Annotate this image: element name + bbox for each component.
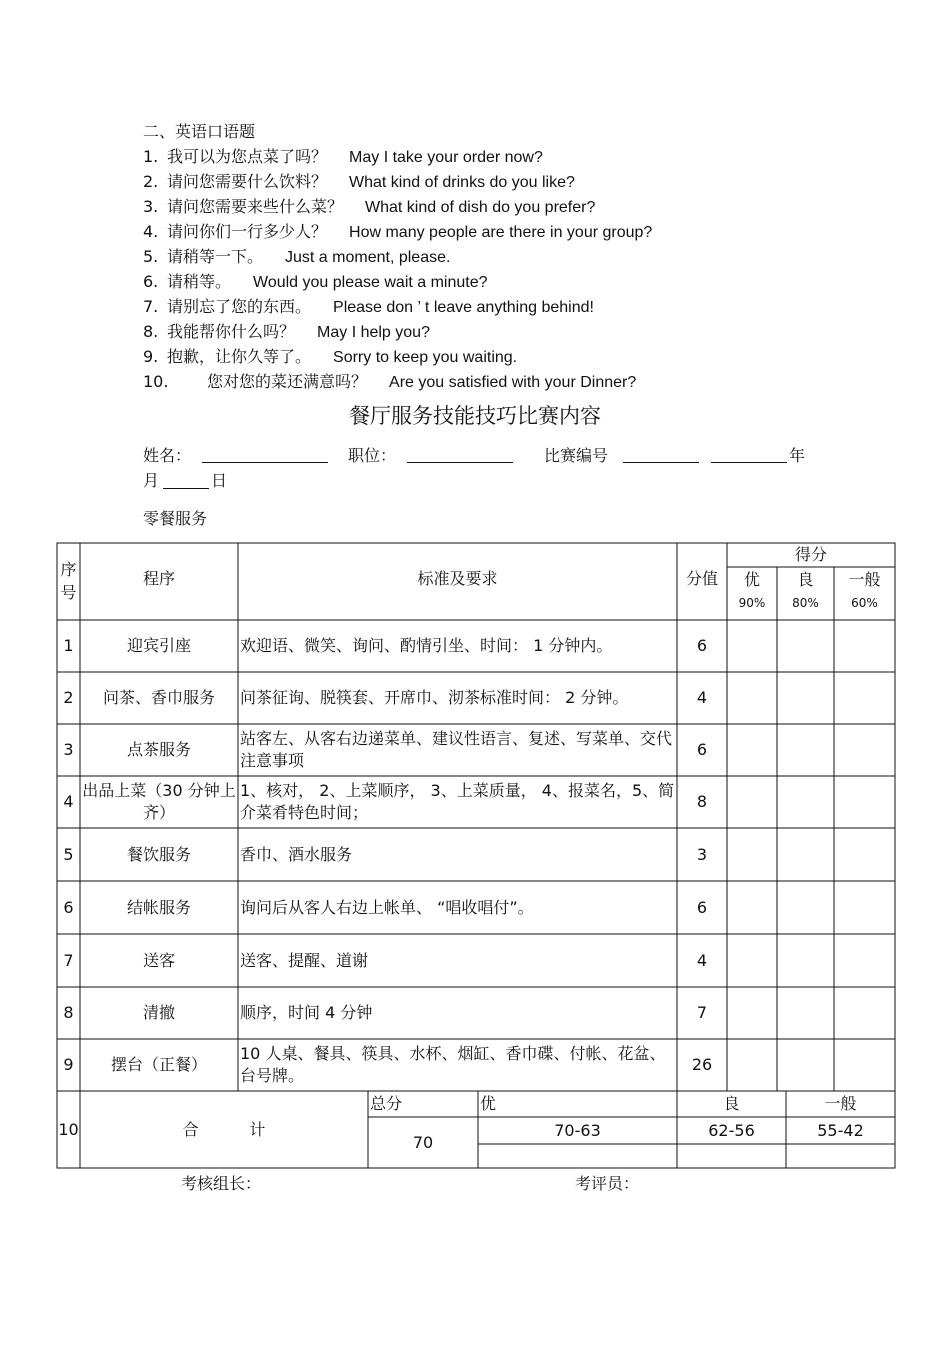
- row-7-standard: 送客、提醒、道谢: [240, 950, 369, 970]
- total-score-value: 70: [412, 1132, 434, 1152]
- phrase-chinese: 请问你们一行多少人？: [167, 222, 328, 241]
- row-2-seq: 2: [63, 688, 74, 708]
- row-8-points: 7: [696, 1003, 708, 1023]
- row-7-seq: 7: [63, 950, 74, 970]
- row-2-points: 4: [696, 688, 708, 708]
- row-7-points: 4: [696, 950, 708, 970]
- page-title: 餐厅服务技能技巧比赛内容: [349, 404, 601, 428]
- phrase-chinese: 我能帮你什么吗？: [167, 322, 296, 341]
- row-4-points: 8: [696, 792, 708, 812]
- total-average-range: 55-42: [817, 1120, 864, 1140]
- row-7-procedure: 送客: [142, 950, 175, 970]
- phrase-item: [143, 144, 543, 167]
- row-1-seq: 1: [63, 636, 74, 656]
- phrase-english: Are you satisfied with your Dinner?: [389, 374, 637, 391]
- row-4-procedure: 出品上菜（30 分钟上齐）: [82, 781, 236, 822]
- row-8-standard: 顺序，时间 4 分钟: [240, 1003, 373, 1023]
- name-field[interactable]: [202, 462, 328, 463]
- phrase-item: [143, 219, 652, 242]
- total-excellent-range: 70-63: [554, 1120, 601, 1140]
- row-3-standard: 站客左、从客右边递菜单、建议性语言、复述、写菜单、交代注意事项: [240, 729, 673, 770]
- phrase-chinese: 请别忘了您的东西。: [167, 297, 312, 316]
- month-field[interactable]: [163, 488, 209, 489]
- row-6-standard: 询问后从客人右边上帐单、 “唱收唱付”。: [240, 897, 534, 917]
- phrase-number: 5.: [143, 247, 159, 266]
- position-label: 职位：: [348, 446, 397, 465]
- header-excellent: 优: [743, 570, 760, 590]
- row-9-seq: 9: [63, 1055, 74, 1075]
- total-good-range: 62-56: [708, 1120, 755, 1140]
- phrase-item: [143, 194, 595, 217]
- phrase-english: What kind of drinks do you like?: [349, 174, 575, 191]
- total-excellent-label: 优: [480, 1094, 497, 1114]
- row-3-seq: 3: [63, 740, 74, 760]
- phrase-english: Sorry to keep you waiting.: [333, 349, 518, 366]
- row-5-points: 3: [696, 844, 708, 864]
- row-6-procedure: 结帐服务: [126, 897, 191, 917]
- row-9-procedure: 摆台（正餐）: [110, 1055, 207, 1075]
- row-9-standard: 10 人桌、餐具、筷具、水杯、烟缸、香巾碟、付帐、花盆、台号牌。: [240, 1044, 666, 1085]
- phrase-item: [143, 344, 517, 367]
- row-5-seq: 5: [63, 844, 74, 864]
- phrase-chinese: 您对您的菜还满意吗？: [207, 372, 368, 391]
- phrase-number: 4.: [143, 222, 159, 241]
- row-8-procedure: 清撤: [142, 1003, 175, 1023]
- phrase-number: 3.: [143, 197, 159, 216]
- position-field[interactable]: [407, 462, 513, 463]
- header-average: 一般: [848, 570, 881, 590]
- name-label: 姓名：: [143, 446, 192, 465]
- phrase-chinese: 请问您需要什么饮料？: [167, 172, 328, 191]
- row-4-standard: 1、核对， 2、上菜顺序， 3、上菜质量， 4、报菜名，5、简介菜肴特色时间；: [240, 781, 675, 822]
- row-1-points: 6: [696, 636, 708, 656]
- header-standard: 标准及要求: [417, 569, 498, 589]
- phrase-english: May I help you?: [317, 324, 430, 341]
- row-4-seq: 4: [63, 792, 74, 812]
- phrase-item: [143, 294, 594, 317]
- phrase-number: 8.: [143, 322, 159, 341]
- row-6-seq: 6: [63, 897, 74, 917]
- phrase-chinese: 抱歉，让你久等了。: [167, 347, 312, 366]
- phrase-number: 1.: [143, 147, 159, 166]
- total-seq: 10: [58, 1119, 79, 1139]
- phrase-number: 6.: [143, 272, 159, 291]
- header-procedure: 程序: [142, 569, 175, 589]
- row-2-procedure: 问茶、香巾服务: [102, 688, 215, 708]
- row-1-standard: 欢迎语、微笑、询问、酌情引坐、时间： 1 分钟内。: [240, 636, 613, 656]
- row-9-points: 26: [691, 1055, 713, 1075]
- header-seq: 序号: [60, 560, 77, 602]
- phrase-chinese: 请问您需要来些什么菜？: [167, 197, 344, 216]
- phrase-number: 7.: [143, 297, 159, 316]
- phrase-english: What kind of dish do you prefer?: [365, 199, 596, 216]
- header-good: 良: [797, 570, 814, 590]
- phrase-item: [143, 369, 636, 392]
- phrase-chinese: 请稍等。: [167, 272, 232, 291]
- phrase-number: 2.: [143, 172, 159, 191]
- phrase-english: Just a moment, please.: [285, 249, 451, 266]
- section-heading: 二、英语口语题: [143, 122, 256, 141]
- row-8-seq: 8: [63, 1003, 74, 1023]
- phrase-english: Please don ’ t leave anything behind!: [333, 299, 594, 316]
- phrase-item: [143, 244, 450, 267]
- examiner-label: 考评员：: [575, 1174, 640, 1193]
- phrase-number: 10.: [143, 372, 169, 391]
- total-good-label: 良: [723, 1094, 740, 1114]
- phrase-item: [143, 269, 488, 292]
- row-2-standard: 问茶征询、脱筷套、开席巾、沏茶标准时间： 2 分钟。: [240, 688, 629, 708]
- month-label: 月: [143, 471, 160, 490]
- day-label: 日: [211, 471, 228, 490]
- phrase-item: [143, 319, 430, 342]
- row-5-procedure: 餐饮服务: [126, 844, 191, 864]
- row-5-standard: 香巾、酒水服务: [240, 844, 353, 864]
- header-average-pct: 60%: [851, 595, 878, 610]
- total-average-label: 一般: [824, 1094, 857, 1114]
- phrase-chinese: 我可以为您点菜了吗？: [167, 147, 328, 166]
- phrase-number: 9.: [143, 347, 159, 366]
- contest-no-label: 比赛编号: [544, 446, 609, 465]
- row-3-procedure: 点茶服务: [126, 740, 191, 760]
- year-label: 年: [789, 446, 806, 465]
- header-good-pct: 80%: [792, 595, 819, 610]
- row-3-points: 6: [696, 740, 708, 760]
- year-field[interactable]: [711, 462, 787, 463]
- phrase-chinese: 请稍等一下。: [167, 247, 264, 266]
- section-label: 零餐服务: [143, 509, 208, 528]
- leader-label: 考核组长：: [181, 1174, 262, 1193]
- phrase-english: How many people are there in your group?: [349, 224, 653, 241]
- phrase-item: [143, 169, 575, 192]
- total-label: 合 计: [182, 1119, 266, 1139]
- phrase-english: Would you please wait a minute?: [253, 274, 488, 291]
- row-1-procedure: 迎宾引座: [126, 636, 191, 656]
- header-excellent-pct: 90%: [738, 595, 766, 610]
- header-score: 得分: [794, 545, 827, 565]
- header-points: 分值: [685, 569, 718, 589]
- row-6-points: 6: [696, 897, 708, 917]
- total-score-label: 总分: [370, 1094, 403, 1114]
- phrase-english: May I take your order now?: [349, 149, 543, 166]
- contest-no-field[interactable]: [623, 462, 699, 463]
